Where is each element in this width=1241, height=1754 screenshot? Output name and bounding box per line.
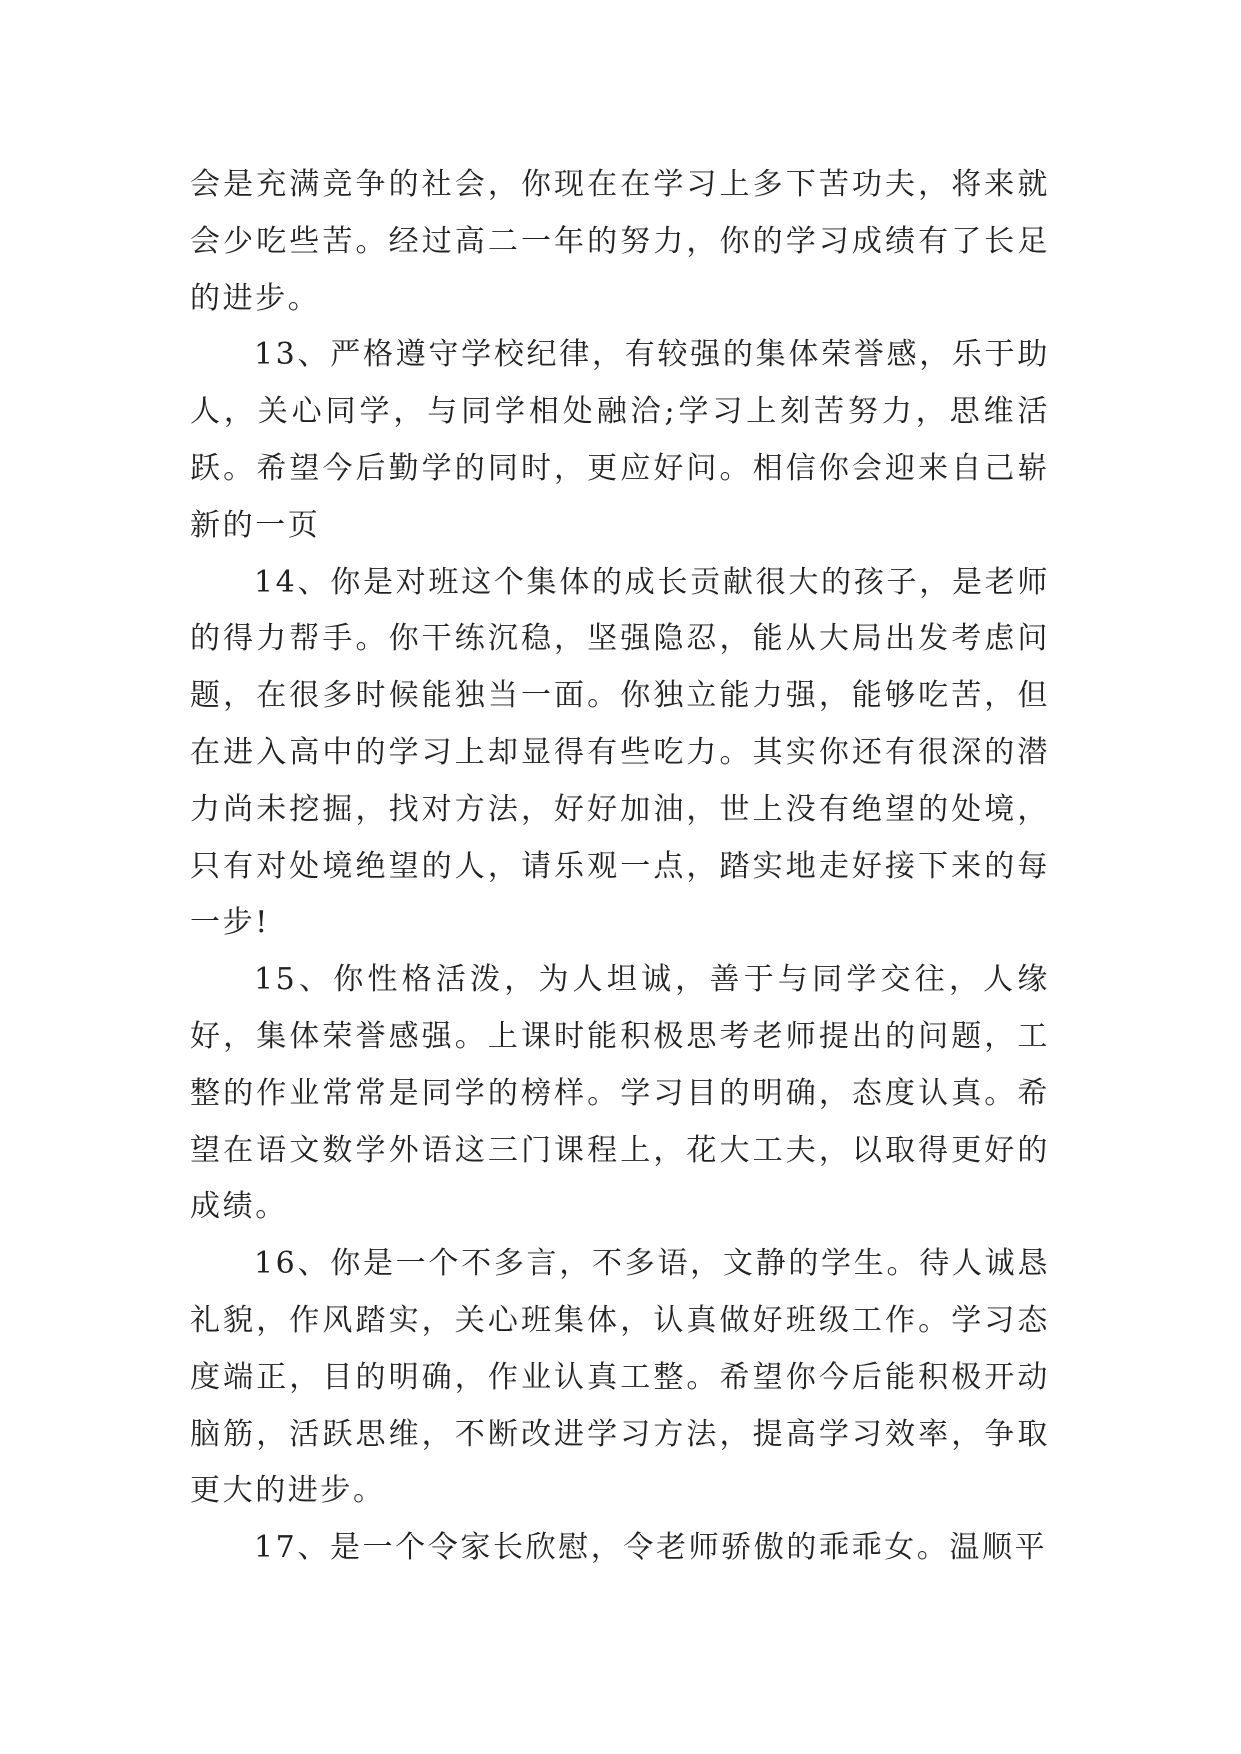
paragraph-14: 14、你是对班这个集体的成长贡献很大的孩子，是老师的得力帮手。你干练沉稳，坚强隐忍，能从大局出发考虑问题，在很多时候能独当一面。你独立能力强，能够吃苦，但在进入高中的学习上却显得有些吃力。其实你还有很深的潜力尚未挖掘，找对方法，好好加油，世上没有绝望的处境，只有对处境绝望的人，请乐观一点，踏实地走好接下来的每一步! xyxy=(190,564,1050,941)
paragraph-16: 16、你是一个不多言，不多语，文静的学生。待人诚恳礼貌，作风踏实，关心班集体，认真做好班级工作。学习态度端正，目的明确，作业认真工整。希望你今后能积极开动脑筋，活跃思维，不断改进学习方法，提高学习效率，争取更大的进步。 xyxy=(190,1246,1050,1509)
paragraph-15: 15、你性格活泼，为人坦诚，善于与同学交往，人缘好，集体荣誉感强。上课时能积极思考老师提出的问题，工整的作业常常是同学的榜样。学习目的明确，态度认真。希望在语文数学外语这三门课程上，花大工夫，以取得更好的成绩。 xyxy=(190,962,1050,1225)
paragraph-17: 17、是一个令家长欣慰，令老师骄傲的乖乖女。温顺平 xyxy=(254,1530,1048,1566)
paragraph-13: 13、严格遵守学校纪律，有较强的集体荣誉感，乐于助人，关心同学，与同学相处融洽;学习上刻苦努力，思维活跃。希望今后勤学的同时，更应好问。相信你会迎来自己崭新的一页 xyxy=(190,337,1050,543)
paragraph-continuation: 会是充满竞争的社会，你现在在学习上多下苦功夫，将来就会少吃些苦。经过高二一年的努力，你的学习成绩有了长足的进步。 xyxy=(190,167,1050,316)
document-body xyxy=(190,157,1050,1577)
